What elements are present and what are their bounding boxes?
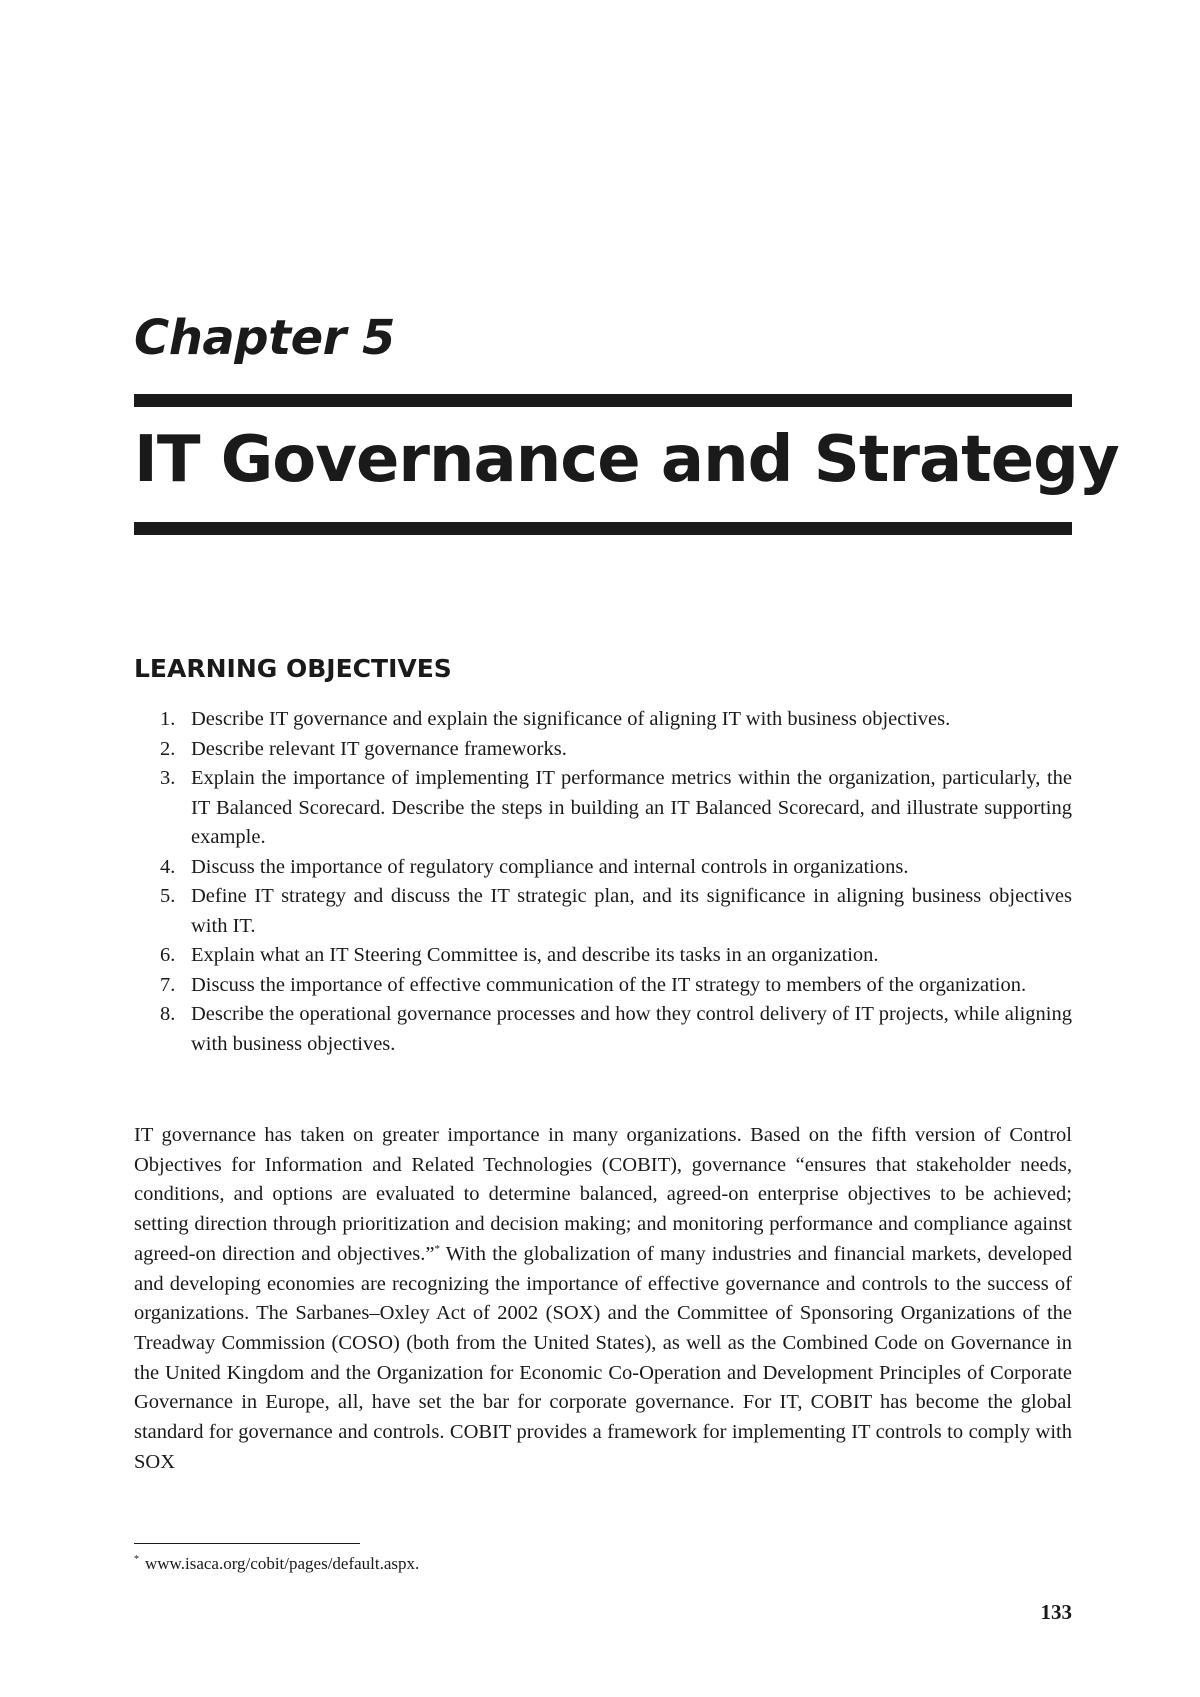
objective-number: 4. [160,855,176,878]
objective-number: 5. [160,885,176,907]
footnote-rule [134,1543,360,1544]
footnote-text: www.isaca.org/cobit/pages/default.aspx. [145,1554,420,1573]
footnote-reference: * [434,1242,440,1255]
objective-text: Describe the operational governance processes and how they control delivery of IT projects, while aligning with business objectives. [191,1003,1072,1055]
objective-number: 1. [160,708,176,730]
objective-item [134,764,1072,853]
objective-text: Explain the importance of implementing IT performance metrics within the organization, particularly, the IT Balanced Scorecard. Describe the steps in building an IT Balanced Scorecard, and illustrate supporting example. [191,767,1072,848]
body-paragraph [134,1121,1072,1477]
chapter-title: IT Governance and Strategy [134,423,1119,497]
objective-item [134,1000,1072,1059]
objective-text: Explain what an IT Steering Committee is, and describe its tasks in an organization. [191,944,879,966]
learning-objectives-heading: LEARNING OBJECTIVES [134,654,452,683]
objective-item [134,705,1072,735]
title-rule-top [134,394,1072,407]
objective-item [134,882,1072,941]
page-number: 133 [1040,1600,1072,1624]
objective-number: 7. [160,973,176,996]
chapter-label: Chapter 5 [134,310,395,366]
footnote [134,1553,419,1575]
objective-number: 3. [160,767,176,789]
objective-text: Discuss the importance of regulatory compliance and internal controls in organizations. [191,855,909,878]
objective-number: 6. [160,944,176,966]
objective-text: Describe relevant IT governance frameworks. [191,737,567,760]
title-rule-bottom [134,522,1072,535]
objective-item [134,971,1072,1001]
learning-objectives-list [134,705,1072,1059]
footnote-marker: * [134,1554,139,1566]
objective-text: Discuss the importance of effective communication of the IT strategy to members of the organization. [191,973,1027,996]
objective-item [134,735,1072,765]
objective-text: Describe IT governance and explain the significance of aligning IT with business objectives. [191,708,951,730]
body-text-part-2: With the globalization of many industries and financial markets, developed and developing economies are recognizing the importance of effective governance and controls to the success of organizations. The Sarbanes–Oxley Act of 2002 (SOX) and the Committee of Sponsoring Organizations of the Treadway Commission (COSO) (both from the United States), as well as the Combined Code on Governance in the United Kingdom and the Organization for Economic Co-Operation and Development Principles of Corporate Governance in Europe, all, have set the bar for corporate governance. For IT, COBIT has become the global standard for governance and controls. COBIT provides a framework for implementing IT controls to comply with SOX [134,1242,1072,1473]
objective-text: Define IT strategy and discuss the IT strategic plan, and its significance in aligning business objectives with IT. [191,885,1072,937]
objective-number: 8. [160,1003,176,1025]
body-text-part-1: IT governance has taken on greater importance in many organizations. Based on the fifth version of Control Objectives for Information and Related Technologies (COBIT), governance “ensures that stakeholder needs, conditions, and options are evaluated to determine balanced, agreed-on enterprise objectives to be achieved; setting direction through prioritization and decision making; and monitoring performance and compliance against agreed-on direction and objectives.” [134,1124,1072,1265]
objective-number: 2. [160,737,176,760]
objective-item [134,853,1072,883]
objective-item [134,941,1072,971]
